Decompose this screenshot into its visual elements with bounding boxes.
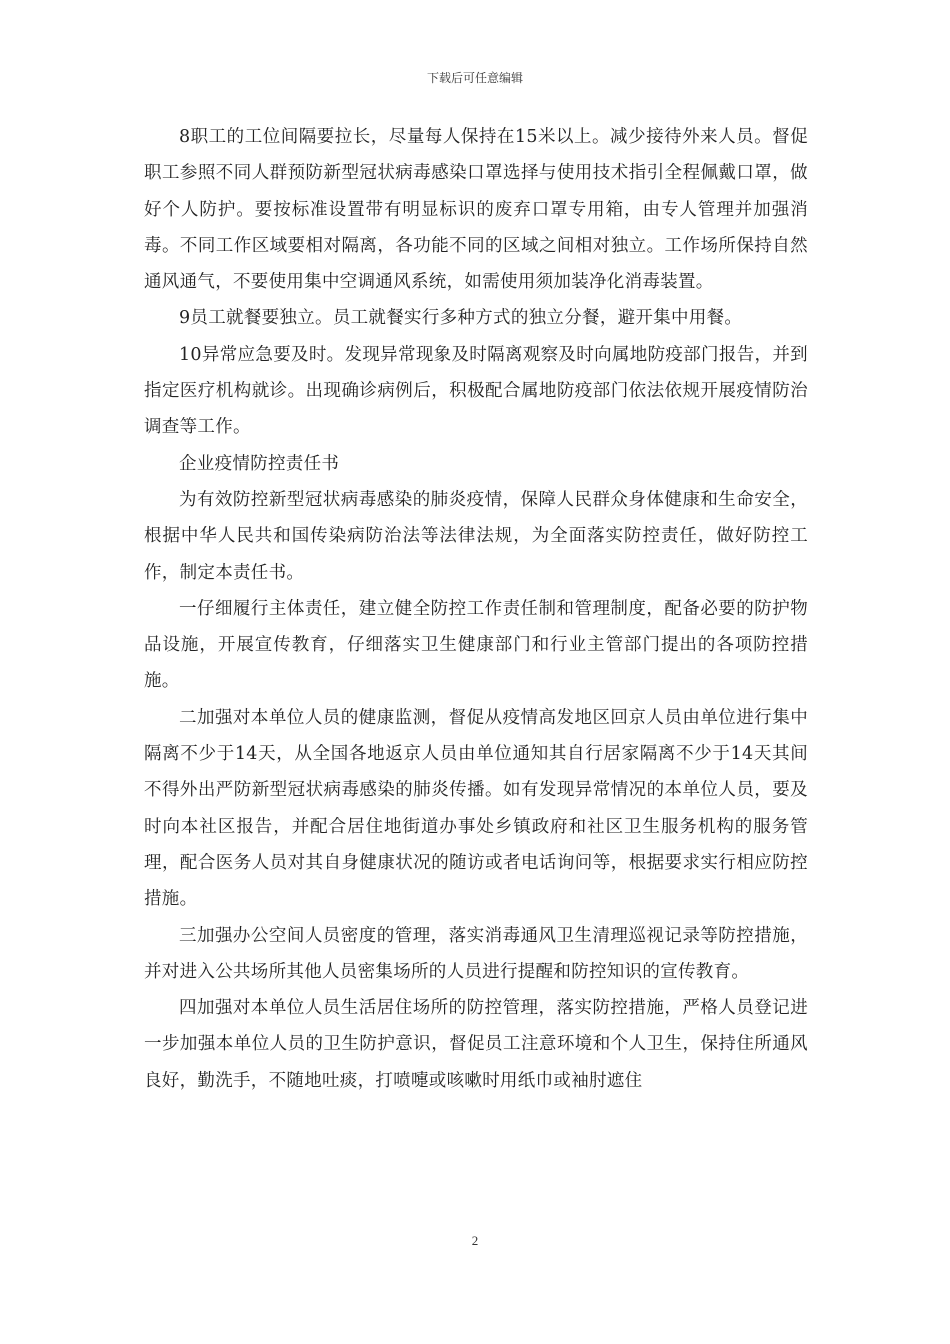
- paragraph-item-8: 8职工的工位间隔要拉长，尽量每人保持在15米以上。减少接待外来人员。督促职工参照不同人群预防新型冠状病毒感染口罩选择与使用技术指引全程佩戴口罩，做好个人防护。要按标准设置带有明显标识的废弃口罩专用箱，由专人管理并加强消毒。不同工作区域要相对隔离，各功能不同的区域之间相对独立。工作场所保持自然通风通气，不要使用集中空调通风系统，如需使用须加装净化消毒装置。: [144, 127, 808, 293]
- paragraph-clause-1: 一仔细履行主体责任，建立健全防控工作责任制和管理制度，配备必要的防护物品设施，开展宣传教育，仔细落实卫生健康部门和行业主管部门提出的各项防控措施。: [144, 598, 808, 692]
- paragraph-item-9: 9员工就餐要独立。员工就餐实行多种方式的独立分餐，避开集中用餐。: [179, 308, 743, 329]
- paragraph-intro: 为有效防控新型冠状病毒感染的肺炎疫情，保障人民群众身体健康和生命安全，根据中华人民共和国传染病防治法等法律法规，为全面落实防控责任，做好防控工作，制定本责任书。: [144, 489, 808, 583]
- page-number: 2: [471, 1233, 479, 1248]
- section-title: 企业疫情防控责任书: [179, 453, 340, 474]
- page-header-note: 下载后可任意编辑: [426, 71, 523, 85]
- paragraph-clause-3: 三加强办公空间人员密度的管理，落实消毒通风卫生清理巡视记录等防控措施，并对进入公共场所其他人员密集场所的人员进行提醒和防控知识的宣传教育。: [144, 925, 808, 982]
- paragraph-clause-2: 二加强对本单位人员的健康监测，督促从疫情高发地区回京人员由单位进行集中隔离不少于14天，从全国各地返京人员由单位通知其自行居家隔离不少于14天其间不得外出严防新型冠状病毒感染的肺炎传播。如有发现异常情况的本单位人员，要及时向本社区报告，并配合居住地街道办事处乡镇政府和社区卫生服务机构的服务管理，配合医务人员对其自身健康状况的随访或者电话询问等，根据要求实行相应防控措施。: [144, 707, 808, 910]
- paragraph-item-10: 10异常应急要及时。发现异常现象及时隔离观察及时向属地防疫部门报告，并到指定医疗机构就诊。出现确诊病例后，积极配合属地防疫部门依法依规开展疫情防治调查等工作。: [144, 344, 808, 438]
- document-body: [144, 119, 808, 1099]
- paragraph-clause-4: 四加强对本单位人员生活居住场所的防控管理，落实防控措施，严格人员登记进一步加强本单位人员的卫生防护意识，督促员工注意环境和个人卫生，保持住所通风良好，勤洗手，不随地吐痰，打喷嚏或咳嗽时用纸巾或袖肘遮住: [144, 998, 808, 1091]
